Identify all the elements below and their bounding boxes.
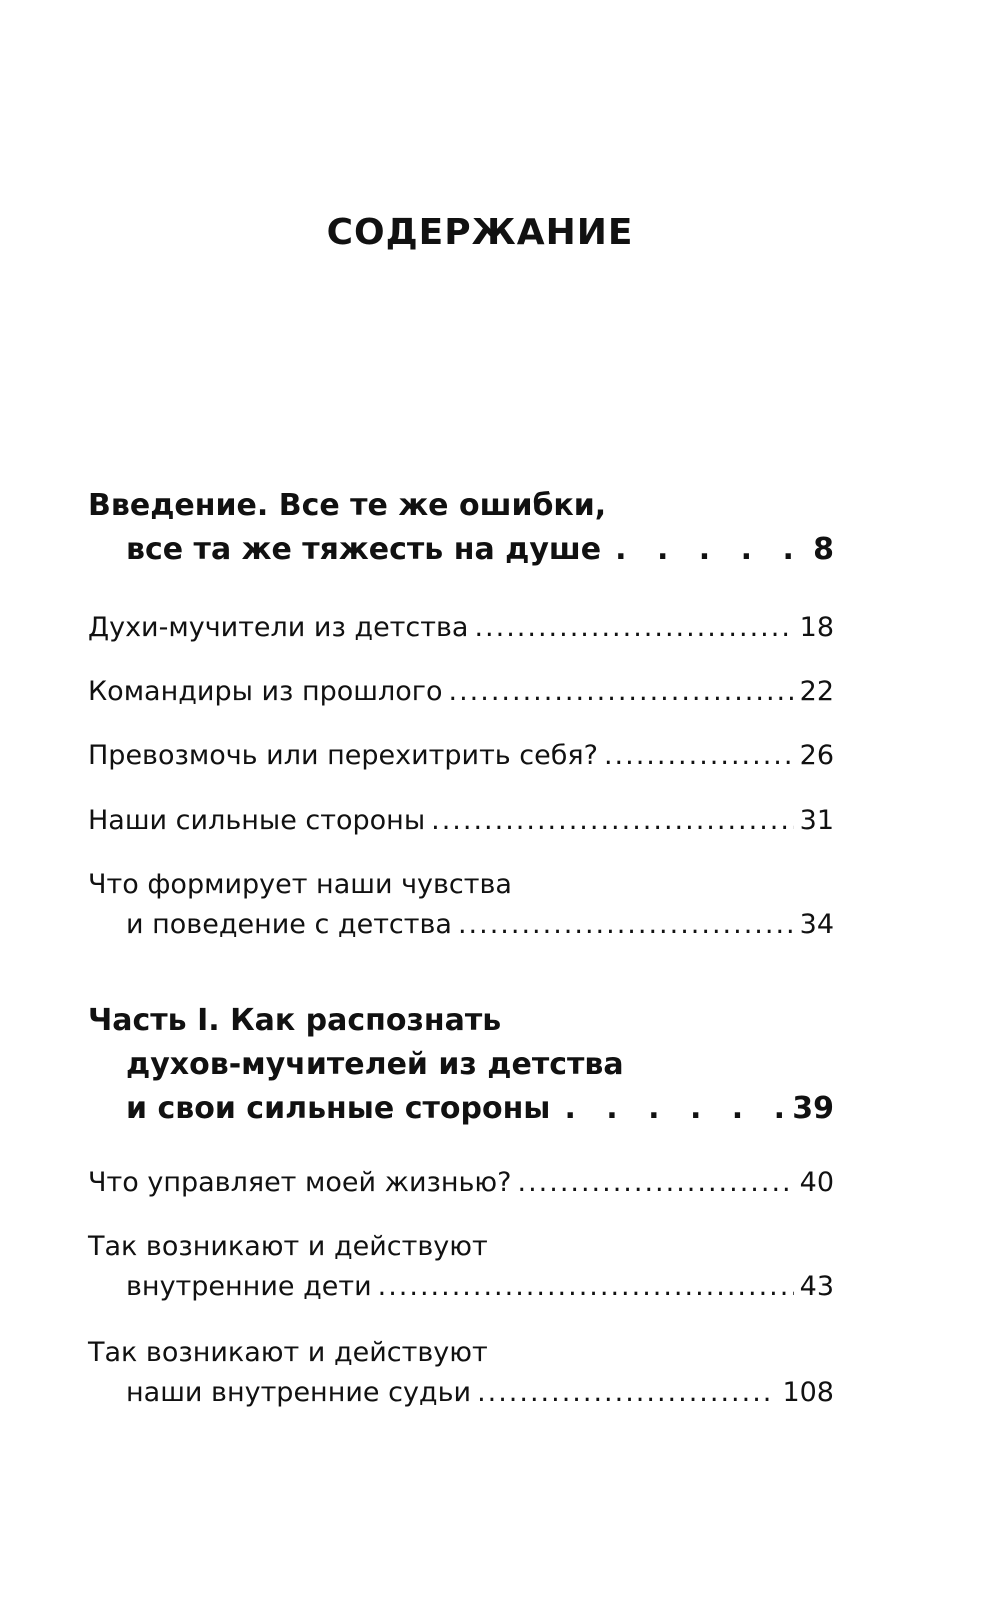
dot-leader <box>449 672 794 712</box>
toc-entry-line <box>88 528 834 572</box>
toc-entry-line <box>88 1043 834 1087</box>
toc-entry-title-line: Так возникают и действуют <box>88 1337 488 1368</box>
dot-leader <box>458 905 794 945</box>
toc-entry-title-line: все та же тяжесть на душе <box>126 532 602 567</box>
toc-entry-inner-judges[interactable] <box>88 1333 834 1413</box>
toc-entry-title-line: Что формирует наши чувства <box>88 869 512 900</box>
toc-page-number: 39 <box>792 1091 834 1126</box>
dot-leader <box>615 528 803 572</box>
toc-entry-line <box>88 1333 834 1373</box>
toc-entry-line <box>88 1373 834 1413</box>
toc-entry-part-one[interactable] <box>88 999 834 1131</box>
dot-leader <box>564 1087 782 1131</box>
toc-entry-line <box>88 1087 834 1131</box>
toc-entry-title-line: Духи-мучители из детства <box>88 612 469 643</box>
toc-entry-title-line: Так возникают и действуют <box>88 1231 488 1262</box>
toc-entry-strengths[interactable] <box>88 801 834 841</box>
toc-title: СОДЕРЖАНИЕ <box>326 212 634 253</box>
toc-entry-introduction[interactable] <box>88 484 834 572</box>
toc-entry-title-line: и свои сильные стороны <box>126 1091 551 1126</box>
toc-entry-overcome-or-outwit[interactable] <box>88 736 834 776</box>
toc-page-number: 18 <box>799 612 834 643</box>
toc-entry-line <box>88 672 834 712</box>
toc-entry-what-shapes-feelings[interactable] <box>88 865 834 945</box>
toc-page-number: 43 <box>799 1271 834 1302</box>
toc-entry-line <box>88 905 834 945</box>
toc-page-number: 40 <box>799 1167 834 1198</box>
toc-page-number: 31 <box>799 805 834 836</box>
toc-entry-tormenting-spirits[interactable] <box>88 608 834 648</box>
toc-entry-line <box>88 1163 834 1203</box>
toc-page-number: 34 <box>799 909 834 940</box>
toc-page-number: 22 <box>799 676 834 707</box>
toc-entry-what-controls-life[interactable] <box>88 1163 834 1203</box>
toc-entry-title-line: Что управляет моей жизнью? <box>88 1167 512 1198</box>
toc-entry-line <box>88 608 834 648</box>
toc-page-number: 26 <box>799 740 834 771</box>
toc-entry-line <box>88 865 834 905</box>
toc-entry-title-line: Введение. Все те же ошибки, <box>88 488 607 523</box>
toc-entry-line <box>88 484 834 528</box>
toc-page-number: 8 <box>813 532 834 567</box>
toc-entry-title-line: наши внутренние судьи <box>126 1377 472 1408</box>
toc-entry-title-line: внутренние дети <box>126 1271 372 1302</box>
toc-entry-line <box>88 999 834 1043</box>
dot-leader <box>477 1373 776 1413</box>
toc-entry-title-line: Превозмочь или перехитрить себя? <box>88 740 598 771</box>
toc-entry-commanders[interactable] <box>88 672 834 712</box>
toc-entry-line <box>88 801 834 841</box>
toc-entry-title-line: Часть I. Как распознать <box>88 1003 502 1038</box>
toc-entry-title-line: духов-мучителей из детства <box>126 1047 624 1082</box>
toc-entry-inner-children[interactable] <box>88 1227 834 1307</box>
dot-leader <box>517 1163 793 1203</box>
dot-leader <box>431 801 794 841</box>
toc-entry-line <box>88 1267 834 1307</box>
toc-entry-title-line: Наши сильные стороны <box>88 805 426 836</box>
toc-entry-title-line: и поведение с детства <box>126 909 452 940</box>
toc-entry-title-line: Командиры из прошлого <box>88 676 443 707</box>
toc-page-number: 108 <box>782 1377 834 1408</box>
dot-leader <box>474 608 793 648</box>
dot-leader <box>604 736 794 776</box>
dot-leader <box>378 1267 794 1307</box>
toc-entry-line <box>88 1227 834 1267</box>
toc-entry-line <box>88 736 834 776</box>
